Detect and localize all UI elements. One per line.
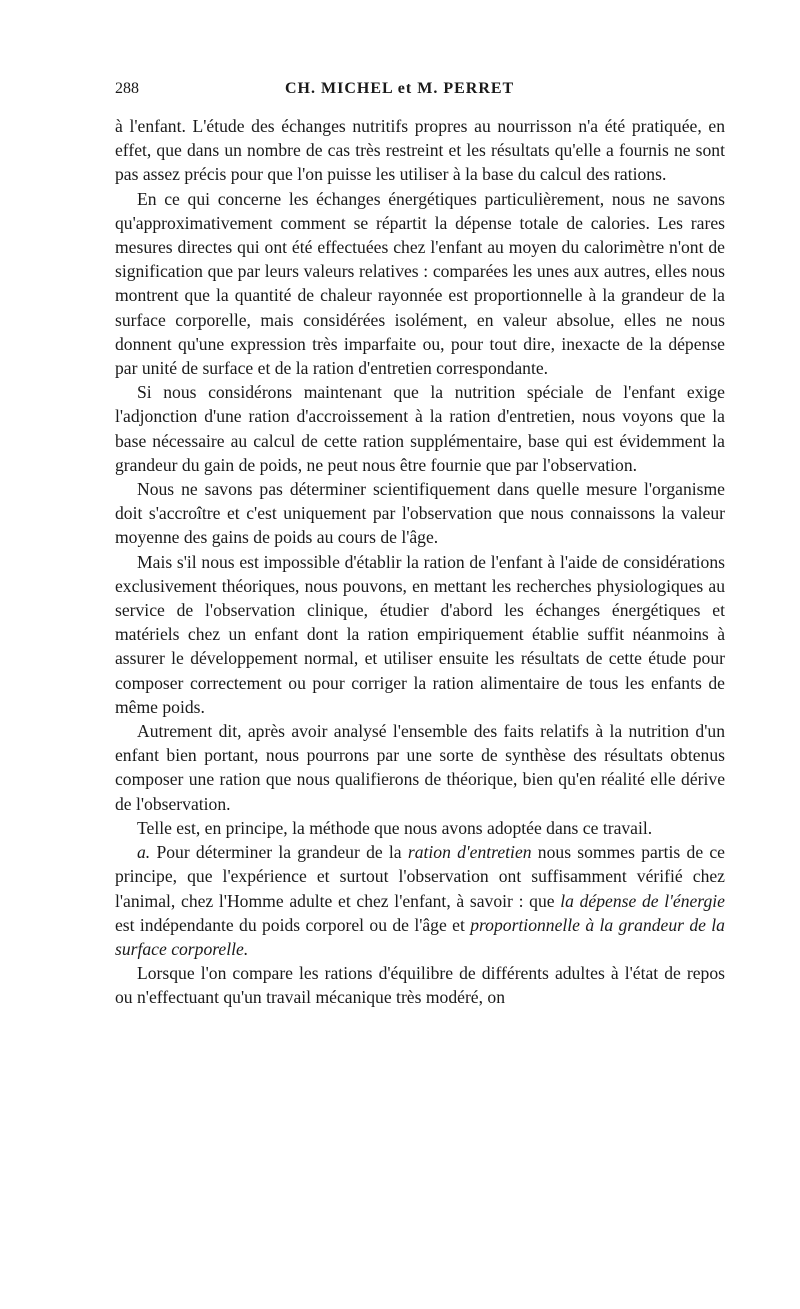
para-a-label: a. (137, 842, 151, 863)
para-a-text-2: nous sommes partis de ce principe, que l'expérience et surtout l'observation ont suffisamment vérifié chez l'animal, chez l'Homme adulte et chez l'enfant, à savoir : que (115, 842, 725, 911)
running-head: CH. MICHEL et M. PERRET (285, 80, 515, 97)
paragraph-a (115, 840, 725, 961)
para-a-text-3: est indépendante du poids corporel ou de l'âge et (115, 914, 471, 935)
paragraph-7: Telle est, en principe, la méthode que nous avons adoptée dans ce travail. (137, 817, 653, 838)
paragraph-4: Nous ne savons pas déterminer scientifiquement dans quelle mesure l'organisme doit s'accroître et c'est uniquement par l'observation que nous connaissons la valeur moyenne des gains de poids au cours de l'âge. (115, 479, 725, 548)
page-number: 288 (115, 80, 139, 97)
para-a-italic-2: la dépense de l'énergie (560, 890, 725, 911)
para-a-text-1: Pour déterminer la grandeur de la (150, 842, 408, 863)
page-header (115, 80, 728, 104)
paragraph-1: à l'enfant. L'étude des échanges nutritifs propres au nourrisson n'a été pratiquée, en effet, que dans un nombre de cas très restreint et les résultats qu'elle a fournis ne sont pas assez précis pour que l'on puisse les utiliser à la base du calcul des rations. (115, 116, 725, 185)
paragraph-2: En ce qui concerne les échanges énergétiques particulièrement, nous ne savons qu'approximativement comment se répartit la dépense totale de calories. Les rares mesures directes qui ont été effectuées chez l'enfant au moyen du calorimètre n'ont de signification que par leurs valeurs relatives : comparées les unes aux autres, elles nous montrent que la quantité de chaleur rayonnée est proportionnelle à la grandeur de la surface corporelle, mais considérées isolément, en valeur absolue, elles ne nous donnent qu'une expression très imparfaite ou, pour tout dire, inexacte de la dépense par unité de surface et de la ration d'entretien correspondante. (115, 188, 725, 379)
paragraph-5: Mais s'il nous est impossible d'établir la ration de l'enfant à l'aide de considérations exclusivement théoriques, nous pouvons, en mettant les recherches physiologiques au service de l'observation clinique, étudier d'abord les échanges énergétiques et matériels chez un enfant dont la ration empiriquement établie suffit néanmoins à assurer le développement normal, et utiliser ensuite les résultats de cette étude pour composer correctement ou pour corriger la ration alimentaire de tous les enfants de même poids. (115, 551, 725, 717)
paragraph-6: Autrement dit, après avoir analysé l'ensemble des faits relatifs à la nutrition d'un enfant bien portant, nous pourrons par une sorte de synthèse des résultats obtenus composer une ration que nous qualifierons de théorique, bien qu'en réalité elle dérive de l'observation. (115, 721, 725, 814)
paragraph-last: Lorsque l'on compare les rations d'équilibre de différents adultes à l'état de repos ou n'effectuant qu'un travail mécanique très modéré, on (115, 963, 725, 1008)
para-a-italic-1: ration d'entretien (407, 842, 532, 863)
paragraph-3: Si nous considérons maintenant que la nutrition spéciale de l'enfant exige l'adjonction d'une ration d'accroissement à la ration d'entretien, nous voyons que la base nécessaire au calcul de cette ration supplémentaire, base qui est évidemment la grandeur du gain de poids, ne peut nous être fournie que par l'observation. (115, 382, 725, 475)
para-a-italic-3: proportionnelle à la grandeur de la surface corporelle. (115, 914, 725, 959)
body-text (115, 114, 725, 1010)
